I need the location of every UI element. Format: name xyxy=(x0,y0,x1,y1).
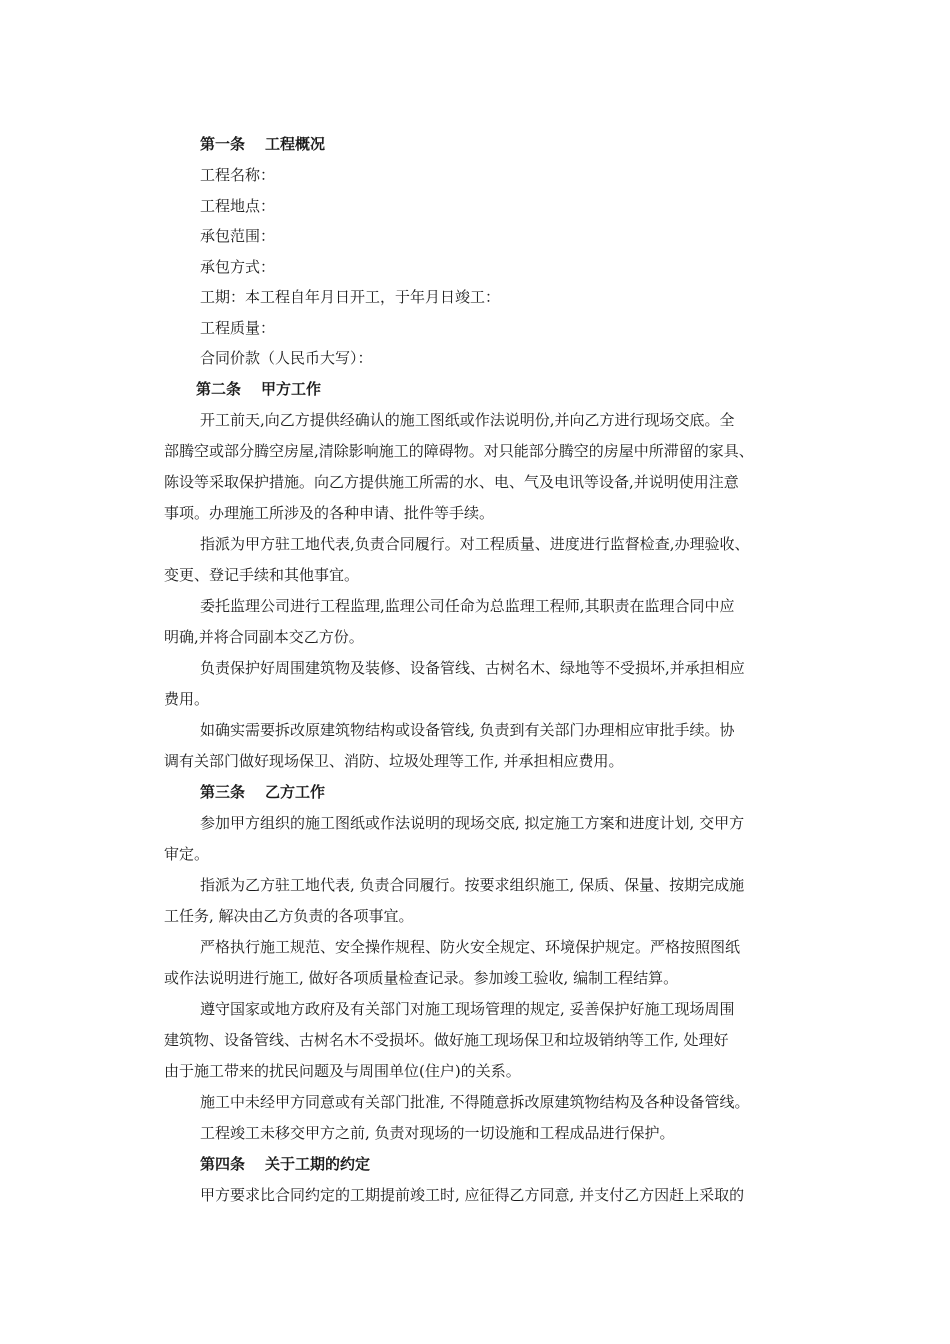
article4-heading xyxy=(200,1154,370,1174)
field-project-name: 工程名称： xyxy=(200,166,276,184)
article3-line: 遵守国家或地方政府及有关部门对施工现场管理的规定, 妥善保护好施工现场周围 xyxy=(200,1000,735,1018)
article2-line: 变更、登记手续和其他事宜。 xyxy=(164,566,360,584)
article3-line: 严格执行施工规范、安全操作规程、防火安全规定、环境保护规定。严格按照图纸 xyxy=(200,938,741,956)
article2-line: 调有关部门做好现场保卫、消防、垃圾处理等工作, 并承担相应费用。 xyxy=(164,752,624,770)
article3-title: 乙方工作 xyxy=(265,783,326,801)
article2-line: 部腾空或部分腾空房屋,清除影响施工的障碍物。对只能部分腾空的房屋中所滞留的家具、 xyxy=(164,442,754,460)
article1-title: 工程概况 xyxy=(265,135,326,153)
article1-number: 第一条 xyxy=(200,135,246,153)
article4-title: 关于工期的约定 xyxy=(265,1155,371,1173)
article3-line: 审定。 xyxy=(164,845,210,863)
article2-line: 事项。办理施工所涉及的各种申请、批件等手续。 xyxy=(164,504,495,522)
article2-line: 开工前天,向乙方提供经确认的施工图纸或作法说明份,并向乙方进行现场交底。全 xyxy=(200,411,735,429)
field-quality: 工程质量： xyxy=(200,319,276,337)
article2-line: 如确实需要拆改原建筑物结构或设备管线, 负责到有关部门办理相应审批手续。协 xyxy=(200,721,735,739)
article2-title: 甲方工作 xyxy=(261,380,322,398)
article3-line: 工程竣工未移交甲方之前, 负责对现场的一切设施和工程成品进行保护。 xyxy=(200,1124,675,1142)
article2-line: 明确,并将合同副本交乙方份。 xyxy=(164,628,364,646)
article3-line: 建筑物、设备管线、古树名木不受损坏。做好施工现场保卫和垃圾销纳等工作, 处理好 xyxy=(164,1031,729,1049)
field-contract-method: 承包方式： xyxy=(200,258,276,276)
article3-heading xyxy=(200,782,325,802)
article2-heading xyxy=(196,379,321,399)
article3-line: 工任务, 解决由乙方负责的各项事宜。 xyxy=(164,907,414,925)
article2-line: 委托监理公司进行工程监理,监理公司任命为总监理工程师,其职责在监理合同中应 xyxy=(200,597,735,615)
article3-line: 指派为乙方驻工地代表, 负责合同履行。按要求组织施工, 保质、保量、按期完成施 xyxy=(200,876,745,894)
field-duration: 工期：本工程自年月日开工，于年月日竣工： xyxy=(200,288,501,306)
article2-number: 第二条 xyxy=(196,380,242,398)
article2-line: 费用。 xyxy=(164,690,210,708)
article4-number: 第四条 xyxy=(200,1155,246,1173)
article3-line: 参加甲方组织的施工图纸或作法说明的现场交底, 拟定施工方案和进度计划, 交甲方 xyxy=(200,814,745,832)
article3-line: 由于施工带来的扰民问题及与周围单位(住户)的关系。 xyxy=(164,1062,521,1080)
article4-line: 甲方要求比合同约定的工期提前竣工时, 应征得乙方同意, 并支付乙方因赶上采取的 xyxy=(200,1186,745,1204)
field-contract-price: 合同价款（人民币大写）： xyxy=(200,349,373,367)
article3-line: 施工中未经甲方同意或有关部门批准, 不得随意拆改原建筑物结构及各种设备管线。 xyxy=(200,1093,750,1111)
article3-line: 或作法说明进行施工, 做好各项质量检查记录。参加竣工验收, 编制工程结算。 xyxy=(164,969,679,987)
article2-line: 指派为甲方驻工地代表,负责合同履行。对工程质量、进度进行监督检查,办理验收、 xyxy=(200,535,750,553)
article2-line: 陈设等采取保护措施。向乙方提供施工所需的水、电、气及电讯等设备,并说明使用注意 xyxy=(164,473,739,491)
article3-number: 第三条 xyxy=(200,783,246,801)
field-contract-scope: 承包范围： xyxy=(200,227,276,245)
article1-heading xyxy=(200,134,325,154)
article2-line: 负责保护好周围建筑物及装修、设备管线、古树名木、绿地等不受损坏,并承担相应 xyxy=(200,659,745,677)
field-project-location: 工程地点： xyxy=(200,197,276,215)
